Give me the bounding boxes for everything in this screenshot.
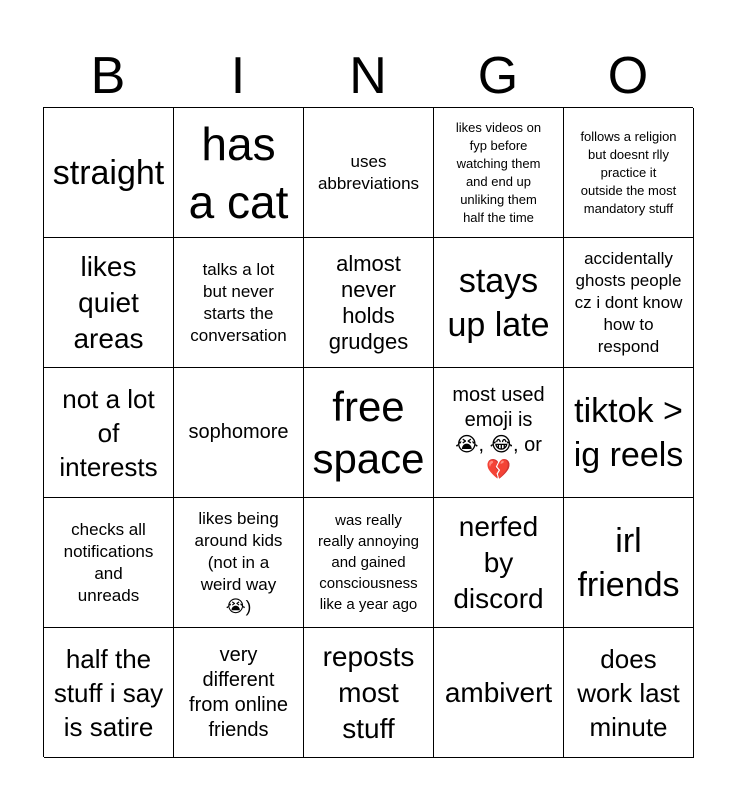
bingo-cell[interactable] [44, 498, 174, 628]
cell-text: likes videos on fyp before watching them and end up unliking them half the time [455, 119, 542, 225]
cell-text: tiktok > ig reels [573, 391, 684, 474]
header-letter-o: O [607, 47, 649, 105]
bingo-cell[interactable] [434, 628, 564, 758]
bingo-cell[interactable] [174, 238, 304, 368]
bingo-cell[interactable] [304, 498, 434, 628]
cell-text: nerfed by discord [453, 510, 544, 614]
cell-text: most used emoji is 😭, 😂, or 💔 [452, 383, 545, 481]
cell-text: irl friends [577, 521, 680, 604]
cell-text: ambivert [444, 676, 553, 708]
header-letter-n: N [349, 47, 387, 105]
bingo-cell[interactable] [44, 628, 174, 758]
bingo-cell[interactable] [564, 108, 694, 238]
cell-text: stays up late [447, 261, 550, 344]
cell-text: sophomore [188, 421, 289, 443]
cell-text: likes quiet areas [73, 250, 144, 354]
bingo-cell[interactable] [304, 108, 434, 238]
cell-text: likes being around kids (not in a weird way 😭) [194, 508, 283, 616]
bingo-cell[interactable] [304, 238, 434, 368]
bingo-board [43, 107, 693, 757]
cell-text: very different from online friends [189, 643, 288, 741]
bingo-cell[interactable] [434, 238, 564, 368]
cell-text: reposts most stuff [322, 640, 415, 744]
cell-text: free space [312, 382, 425, 482]
bingo-cell[interactable] [434, 498, 564, 628]
header-letter-b: B [90, 47, 126, 105]
cell-text: uses abbreviations [317, 151, 420, 193]
cell-text: was really really annoying and gained consciousness like a year ago [318, 512, 419, 613]
bingo-cell[interactable] [564, 498, 694, 628]
bingo-cell[interactable] [564, 238, 694, 368]
cell-text: has a cat [188, 117, 289, 228]
bingo-cell[interactable] [564, 368, 694, 498]
cell-text: checks all notifications and unreads [63, 519, 154, 605]
cell-text: straight [52, 153, 165, 192]
bingo-cell[interactable] [174, 498, 304, 628]
cell-text: does work last minute [577, 643, 680, 742]
cell-text: follows a religion but doesnt rlly practice it outside the most mandatory stuff [580, 128, 677, 216]
bingo-cell[interactable] [564, 628, 694, 758]
bingo-cell[interactable] [44, 108, 174, 238]
bingo-cell[interactable] [174, 368, 304, 498]
cell-text: talks a lot but never starts the conversation [190, 259, 287, 345]
bingo-cell[interactable] [44, 368, 174, 498]
bingo-cell[interactable] [174, 108, 304, 238]
bingo-header [43, 45, 693, 107]
free-space-cell[interactable] [304, 368, 434, 498]
bingo-cell[interactable] [174, 628, 304, 758]
cell-text: half the stuff i say is satire [53, 643, 164, 742]
bingo-cell[interactable] [304, 628, 434, 758]
header-letter-i: I [230, 47, 246, 105]
header-letter-g: G [477, 47, 519, 105]
bingo-cell[interactable] [434, 368, 564, 498]
bingo-cell[interactable] [434, 108, 564, 238]
cell-text: not a lot of interests [59, 383, 158, 482]
bingo-cell[interactable] [44, 238, 174, 368]
cell-text: almost never holds grudges [328, 250, 409, 354]
cell-text: accidentally ghosts people cz i dont know how to respond [574, 248, 683, 356]
